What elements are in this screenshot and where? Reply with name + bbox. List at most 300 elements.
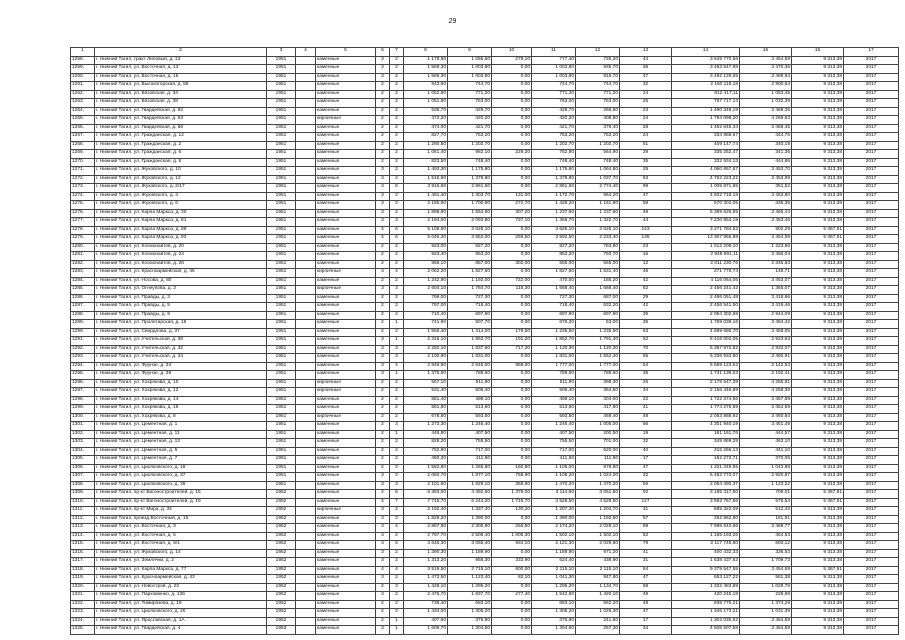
total-area-cell: 943,60 — [404, 82, 448, 91]
non-residential-area-cell: 0,00 — [492, 371, 532, 380]
residents-cell: 25 — [620, 99, 672, 108]
address-cell: г. Нижний Тагил, ул. Свердлова, д. 37 — [95, 328, 267, 337]
max-cost-per-sqm-cell: 9 313,38 — [792, 320, 844, 329]
year-commissioned-cell — [296, 175, 316, 184]
table-row — [71, 311, 899, 320]
total-area-cell: 1 829,20 — [404, 515, 448, 524]
living-area-cell: 2 861,50 — [448, 184, 492, 193]
address-cell: г. Нижний Тагил, ул. Высокогорская, д. 58 — [95, 82, 267, 91]
row-number-cell: 1260. — [71, 73, 95, 82]
entrances-cell: 2 — [390, 277, 404, 286]
non-residential-area-cell: 0,00 — [492, 609, 532, 618]
table-row — [71, 447, 899, 456]
private-area-cell: 753,20 — [576, 133, 620, 142]
entrances-cell: 2 — [390, 167, 404, 176]
address-cell: г. Нижний Тагил, ул. Восточная, д. 9/1 — [95, 541, 267, 550]
address-cell: г. Нижний Тагил, ул. Циолковского, д. 37 — [95, 473, 267, 482]
private-area-cell: 964,20 — [576, 192, 620, 201]
floors-cell: 3 — [376, 73, 390, 82]
column-number: 9 — [448, 48, 492, 57]
total-area-cell: 736,40 — [404, 600, 448, 609]
owned-area-cell: 421,70 — [532, 124, 576, 133]
max-cost-per-sqm-cell: 9 313,38 — [792, 269, 844, 278]
table-row — [71, 609, 899, 618]
owned-area-cell: 4 528,50 — [532, 498, 576, 507]
total-area-cell: 561,80 — [404, 405, 448, 414]
floors-cell: 2 — [376, 396, 390, 405]
cost-per-sqm-cell: 4 258,39 — [740, 388, 792, 397]
max-cost-per-sqm-cell: 9 313,38 — [792, 456, 844, 465]
estimated-cost-cell: 1 012 209,10 — [672, 243, 740, 252]
row-number-cell: 1317. — [71, 558, 95, 567]
row-number-cell: 1316. — [71, 549, 95, 558]
address-cell: г. Нижний Тагил, проезд Восточный, д. 15 — [95, 515, 267, 524]
address-cell: г. Нижний Тагил, ул. Цементная, д. 11 — [95, 430, 267, 439]
entrances-cell: 2 — [390, 124, 404, 133]
non-residential-area-cell: 717,30 — [492, 345, 532, 354]
wall-material-cell: каменные — [316, 82, 376, 91]
owned-area-cell: 1 235,50 — [532, 328, 576, 337]
estimated-cost-cell: 4 502 718,18 — [672, 192, 740, 201]
estimated-cost-cell: 4 506 507,58 — [672, 626, 740, 635]
private-area-cell: 257,30 — [576, 626, 620, 635]
year-commissioned-cell — [296, 82, 316, 91]
living-area-cell: 1 829,10 — [448, 481, 492, 490]
living-area-cell: 1 192,00 — [448, 277, 492, 286]
living-area-cell: 683,10 — [448, 600, 492, 609]
estimated-cost-cell: 2 948 691,11 — [672, 252, 740, 261]
floors-cell: 3 — [376, 209, 390, 218]
wall-material-cell: каменные — [316, 311, 376, 320]
residents-cell: 42 — [620, 303, 672, 312]
non-residential-area-cell: 279,10 — [492, 56, 532, 65]
non-residential-area-cell: 0,00 — [492, 141, 532, 150]
year-built-cell: 1951 — [267, 294, 296, 303]
estimated-cost-cell: 2 156 446,89 — [672, 388, 740, 397]
year-built-cell: 1951 — [267, 430, 296, 439]
cost-per-sqm-cell: 2 346,83 — [740, 260, 792, 269]
wall-material-cell: каменные — [316, 515, 376, 524]
planned-year-cell: 2017 — [844, 218, 899, 227]
floors-cell: 2 — [376, 99, 390, 108]
address-cell: г. Нижний Тагил, ул. Жуковского, д. 6 — [95, 201, 267, 210]
row-number-cell: 1311. — [71, 507, 95, 516]
residents-cell: 36 — [620, 65, 672, 74]
total-area-cell: 2 100,90 — [404, 354, 448, 363]
residents-cell: 56 — [620, 481, 672, 490]
living-area-cell: 1 189,90 — [448, 549, 492, 558]
planned-year-cell: 2017 — [844, 260, 899, 269]
wall-material-cell: каменные — [316, 328, 376, 337]
owned-area-cell: 511,90 — [532, 379, 576, 388]
wall-material-cell: каменные — [316, 235, 376, 244]
owned-area-cell: 1 295,20 — [532, 583, 576, 592]
wall-material-cell: каменные — [316, 320, 376, 329]
residents-cell: 24 — [620, 116, 672, 125]
cost-per-sqm-cell: 3 453,46 — [740, 218, 792, 227]
table-row — [71, 566, 899, 575]
year-commissioned-cell — [296, 235, 316, 244]
max-cost-per-sqm-cell: 5 367,91 — [792, 566, 844, 575]
cost-per-sqm-cell: 3 454,59 — [740, 626, 792, 635]
cost-per-sqm-cell: 463,10 — [740, 439, 792, 448]
row-number-cell: 1313. — [71, 524, 95, 533]
cost-per-sqm-cell: 3 454,59 — [740, 235, 792, 244]
private-area-cell: 1 024,00 — [576, 473, 620, 482]
wall-material-cell: кирпичные — [316, 379, 376, 388]
estimated-cost-cell: 4 060 857,67 — [672, 167, 740, 176]
estimated-cost-cell: 3 483 547,98 — [672, 65, 740, 74]
wall-material-cell: каменные — [316, 184, 376, 193]
year-built-cell: 1952 — [267, 515, 296, 524]
floors-cell: 3 — [376, 175, 390, 184]
address-cell: г. Нижний Тагил, ул. Фрунзе, д. 34 — [95, 362, 267, 371]
max-cost-per-sqm-cell: 9 313,38 — [792, 303, 844, 312]
private-area-cell: 417,80 — [576, 405, 620, 414]
living-area-cell: 753,20 — [448, 133, 492, 142]
cost-per-sqm-cell: 341,36 — [740, 150, 792, 159]
living-area-cell: 1 305,20 — [448, 609, 492, 618]
entrances-cell: 3 — [390, 583, 404, 592]
total-area-cell: 1 609,70 — [404, 626, 448, 635]
row-number-cell: 1269. — [71, 150, 95, 159]
estimated-cost-cell: 400 432,33 — [672, 549, 740, 558]
total-area-cell: 1 273,30 — [404, 422, 448, 431]
max-cost-per-sqm-cell: 5 367,91 — [792, 498, 844, 507]
cost-per-sqm-cell: 1 223,66 — [740, 243, 792, 252]
year-commissioned-cell — [296, 413, 316, 422]
non-residential-area-cell: 0,00 — [492, 626, 532, 635]
owned-area-cell: 744,70 — [532, 82, 576, 91]
owned-area-cell: 717,00 — [532, 447, 576, 456]
address-cell: г. Нижний Тагил, пр-кт Вагоностроителей, д. 15 — [95, 490, 267, 499]
column-number: 16 — [792, 48, 844, 57]
private-area-cell: 1 202,70 — [576, 141, 620, 150]
living-area-cell: 763,00 — [448, 99, 492, 108]
owned-area-cell: 1 378,80 — [532, 175, 576, 184]
table-row — [71, 345, 899, 354]
entrances-cell: 2 — [390, 532, 404, 541]
floors-cell: 2 — [376, 116, 390, 125]
address-cell: г. Нижний Тагил, ул. Восточная, д. 15 — [95, 73, 267, 82]
cost-per-sqm-cell: 228,68 — [740, 592, 792, 601]
wall-material-cell: каменные — [316, 617, 376, 626]
entrances-cell: 1 — [390, 626, 404, 635]
entrances-cell: 6 — [390, 235, 404, 244]
private-area-cell: 364,60 — [576, 388, 620, 397]
total-area-cell: 1 434,00 — [404, 609, 448, 618]
residents-cell: 40 — [620, 447, 672, 456]
year-built-cell: 1952 — [267, 617, 296, 626]
address-cell: г. Нижний Тагил, ул. Гражданская, д. 8 — [95, 158, 267, 167]
table-row — [71, 90, 899, 99]
estimated-cost-cell: 252 862,90 — [672, 515, 740, 524]
living-area-cell: 771,20 — [448, 90, 492, 99]
address-cell: г. Нижний Тагил, ул. Гвардейская, д. 4 — [95, 626, 267, 635]
living-area-cell: 1 202,70 — [448, 141, 492, 150]
table-row — [71, 371, 899, 380]
non-residential-area-cell: 0,00 — [492, 82, 532, 91]
residents-cell: 47 — [620, 464, 672, 473]
planned-year-cell: 2017 — [844, 141, 899, 150]
year-commissioned-cell — [296, 566, 316, 575]
non-residential-area-cell: 1 006,30 — [492, 532, 532, 541]
residents-cell: 35 — [620, 320, 672, 329]
estimated-cost-cell: 5 669 123,62 — [672, 362, 740, 371]
cost-per-sqm-cell: 4 269,63 — [740, 116, 792, 125]
year-built-cell: 1951 — [267, 260, 296, 269]
total-area-cell: 923,00 — [404, 243, 448, 252]
owned-area-cell: 429,70 — [532, 107, 576, 116]
living-area-cell: 2 093,80 — [448, 218, 492, 227]
entrances-cell: 7 — [390, 498, 404, 507]
owned-area-cell: 727,30 — [532, 294, 576, 303]
address-cell: г. Нижний Тагил, ул. Правды, д. 3 — [95, 294, 267, 303]
owned-area-cell: 498,10 — [532, 396, 576, 405]
owned-area-cell: 506,40 — [532, 388, 576, 397]
non-residential-area-cell: 0,00 — [492, 175, 532, 184]
residents-cell: 53 — [620, 175, 672, 184]
year-commissioned-cell — [296, 583, 316, 592]
non-residential-area-cell: 0,00 — [492, 388, 532, 397]
year-built-cell: 1951 — [267, 422, 296, 431]
residents-cell: 143 — [620, 226, 672, 235]
owned-area-cell: 718,40 — [532, 303, 576, 312]
non-residential-area-cell: 333,90 — [492, 558, 532, 567]
wall-material-cell: каменные — [316, 575, 376, 584]
owned-area-cell: 789,60 — [532, 371, 576, 380]
row-number-cell: 1314. — [71, 532, 95, 541]
wall-material-cell: каменные — [316, 167, 376, 176]
max-cost-per-sqm-cell: 9 313,38 — [792, 609, 844, 618]
floors-cell: 4 — [376, 490, 390, 499]
max-cost-per-sqm-cell: 9 313,38 — [792, 447, 844, 456]
cost-per-sqm-cell: 3 468,45 — [740, 124, 792, 133]
non-residential-area-cell: 869,00 — [492, 362, 532, 371]
total-area-cell: 1 493,30 — [404, 167, 448, 176]
total-area-cell: 2 060,70 — [404, 473, 448, 482]
floors-cell: 3 — [376, 201, 390, 210]
non-residential-area-cell: 0,00 — [492, 252, 532, 261]
table-row — [71, 473, 899, 482]
estimated-cost-cell: 1 302 035,62 — [672, 617, 740, 626]
estimated-cost-cell: 3 271 784,52 — [672, 226, 740, 235]
estimated-cost-cell: 420 245,18 — [672, 592, 740, 601]
year-built-cell: 1951 — [267, 65, 296, 74]
wall-material-cell: каменные — [316, 430, 376, 439]
max-cost-per-sqm-cell: 9 313,38 — [792, 260, 844, 269]
private-area-cell: 398,30 — [576, 379, 620, 388]
floors-cell: 2 — [376, 260, 390, 269]
total-area-cell: 2 101,50 — [404, 481, 448, 490]
row-number-cell: 1325. — [71, 626, 95, 635]
owned-area-cell: 1 175,80 — [532, 167, 576, 176]
planned-year-cell: 2017 — [844, 269, 899, 278]
total-area-cell: 797,00 — [404, 303, 448, 312]
cost-per-sqm-cell: 3 453,07 — [740, 277, 792, 286]
address-cell: г. Нижний Тагил, ул. Космонавтов, д. 26 — [95, 260, 267, 269]
table-row — [71, 617, 899, 626]
residents-cell: 24 — [620, 90, 672, 99]
residents-cell: 17 — [620, 456, 672, 465]
owned-area-cell: 376,90 — [532, 617, 576, 626]
owned-area-cell: 1 246,40 — [532, 422, 576, 431]
private-area-cell: 687,00 — [576, 294, 620, 303]
owned-area-cell: 777,40 — [532, 56, 576, 65]
floors-cell: 3 — [376, 56, 390, 65]
table-row — [71, 532, 899, 541]
total-area-cell: 1 390,30 — [404, 549, 448, 558]
total-area-cell: 6 383,00 — [404, 490, 448, 499]
living-area-cell: 1 784,70 — [448, 286, 492, 295]
residents-cell: 17 — [620, 617, 672, 626]
floors-cell: 4 — [376, 566, 390, 575]
private-area-cell: 632,20 — [576, 303, 620, 312]
planned-year-cell: 2017 — [844, 209, 899, 218]
entrances-cell: 2 — [390, 243, 404, 252]
entrances-cell: 3 — [390, 473, 404, 482]
cost-per-sqm-cell: 441,10 — [740, 447, 792, 456]
year-commissioned-cell — [296, 371, 316, 380]
address-cell: г. Нижний Тагил, ул. Цементная, д. 5 — [95, 447, 267, 456]
year-commissioned-cell — [296, 150, 316, 159]
wall-material-cell: каменные — [316, 277, 376, 286]
estimated-cost-cell: 1 774 275,59 — [672, 405, 740, 414]
residents-cell: 54 — [620, 362, 672, 371]
row-number-cell: 1306. — [71, 464, 95, 473]
living-area-cell: 3 852,00 — [448, 235, 492, 244]
living-area-cell: 3 626,10 — [448, 226, 492, 235]
estimated-cost-cell: 332 934,13 — [672, 158, 740, 167]
table-row — [71, 269, 899, 278]
non-residential-area-cell: 259,50 — [492, 235, 532, 244]
floors-cell: 3 — [376, 167, 390, 176]
row-number-cell: 1271. — [71, 167, 95, 176]
year-commissioned-cell — [296, 337, 316, 346]
table-row — [71, 626, 899, 635]
residents-cell: 48 — [620, 600, 672, 609]
owned-area-cell: 1 428,20 — [532, 201, 576, 210]
owned-area-cell: 1 108,20 — [532, 473, 576, 482]
non-residential-area-cell: 255,50 — [492, 524, 532, 533]
year-built-cell: 1951 — [267, 328, 296, 337]
year-commissioned-cell — [296, 167, 316, 176]
private-area-cell: 744,70 — [576, 82, 620, 91]
table-row — [71, 328, 899, 337]
table-row — [71, 218, 899, 227]
total-area-cell: 1 569,30 — [404, 65, 448, 74]
non-residential-area-cell: 0,00 — [492, 99, 532, 108]
row-number-cell: 1275. — [71, 201, 95, 210]
planned-year-cell: 2017 — [844, 422, 899, 431]
year-built-cell: 1951 — [267, 116, 296, 125]
row-number-cell: 1270. — [71, 158, 95, 167]
entrances-cell: 5 — [390, 541, 404, 550]
living-area-cell: 1 378,80 — [448, 175, 492, 184]
floors-cell: 3 — [376, 481, 390, 490]
wall-material-cell: кирпичные — [316, 413, 376, 422]
owned-area-cell: 1 831,00 — [532, 354, 576, 363]
max-cost-per-sqm-cell: 9 313,38 — [792, 507, 844, 516]
living-area-cell: 1 837,60 — [448, 345, 492, 354]
total-area-cell: 1 242,90 — [404, 277, 448, 286]
residents-cell: 32 — [620, 473, 672, 482]
address-cell: г. Нижний Тагил, ул. Хохрякова, д. 10 — [95, 379, 267, 388]
owned-area-cell: 1 237,60 — [532, 209, 576, 218]
estimated-cost-cell: 938 775,21 — [672, 600, 740, 609]
row-number-cell: 1280. — [71, 243, 95, 252]
living-area-cell: 958,30 — [448, 558, 492, 567]
floors-cell: 3 — [376, 371, 390, 380]
total-area-cell: 827,70 — [404, 133, 448, 142]
planned-year-cell: 2017 — [844, 464, 899, 473]
non-residential-area-cell: 0,00 — [492, 617, 532, 626]
year-built-cell: 1951 — [267, 107, 296, 116]
private-area-cell: 4 528,50 — [576, 498, 620, 507]
planned-year-cell: 2017 — [844, 328, 899, 337]
private-area-cell: 1 322,70 — [576, 218, 620, 227]
total-area-cell: 407,60 — [404, 617, 448, 626]
owned-area-cell: 3 626,10 — [532, 226, 576, 235]
year-built-cell: 1951 — [267, 252, 296, 261]
entrances-cell: 1 — [390, 320, 404, 329]
row-number-cell: 1321. — [71, 592, 95, 601]
entrances-cell: 2 — [390, 328, 404, 337]
entrances-cell: 1 — [390, 337, 404, 346]
cost-per-sqm-cell: 444,75 — [740, 133, 792, 142]
year-commissioned-cell — [296, 439, 316, 448]
row-number-cell: 1276. — [71, 209, 95, 218]
residents-cell: 135 — [620, 235, 672, 244]
residents-cell: 34 — [620, 626, 672, 635]
owned-area-cell: 1 668,40 — [532, 286, 576, 295]
year-commissioned-cell — [296, 320, 316, 329]
cost-per-sqm-cell: 464,53 — [740, 532, 792, 541]
max-cost-per-sqm-cell: 9 313,38 — [792, 184, 844, 193]
private-area-cell: 2 028,10 — [576, 524, 620, 533]
floors-cell: 3 — [376, 218, 390, 227]
address-cell: г. Нижний Тагил, тракт Липовый, д. 13 — [95, 56, 267, 65]
non-residential-area-cell: 229,20 — [492, 150, 532, 159]
private-area-cell: 2 115,10 — [576, 566, 620, 575]
planned-year-cell: 2017 — [844, 294, 899, 303]
cost-per-sqm-cell: 370,05 — [740, 456, 792, 465]
cost-per-sqm-cell: 1 709,73 — [740, 558, 792, 567]
non-residential-area-cell: 277,40 — [492, 592, 532, 601]
total-area-cell: 1 491,40 — [404, 192, 448, 201]
address-cell: г. Нижний Тагил, ул. Учительская, д. 32 — [95, 345, 267, 354]
address-cell: г. Нижний Тагил, ул. Ярославская, д. 1А — [95, 617, 267, 626]
table-row — [71, 337, 899, 346]
address-cell: г. Нижний Тагил, ул. Вязовская, д. 38 — [95, 99, 267, 108]
planned-year-cell: 2017 — [844, 481, 899, 490]
private-area-cell: 1 531,40 — [576, 269, 620, 278]
living-area-cell: 1 003,80 — [448, 65, 492, 74]
table-row — [71, 124, 899, 133]
residents-cell: 47 — [620, 73, 672, 82]
year-commissioned-cell — [296, 430, 316, 439]
owned-area-cell: 2 861,50 — [532, 184, 576, 193]
max-cost-per-sqm-cell: 9 313,38 — [792, 328, 844, 337]
wall-material-cell: каменные — [316, 600, 376, 609]
entrances-cell: 2 — [390, 175, 404, 184]
address-cell: г. Нижний Тагил, ул. Циолковского, д. 18 — [95, 464, 267, 473]
planned-year-cell: 2017 — [844, 235, 899, 244]
table-row — [71, 192, 899, 201]
address-cell: г. Нижний Тагил, ул. Носова, д. 80 — [95, 277, 267, 286]
owned-area-cell: 3 114,60 — [532, 490, 576, 499]
living-area-cell: 857,00 — [448, 260, 492, 269]
